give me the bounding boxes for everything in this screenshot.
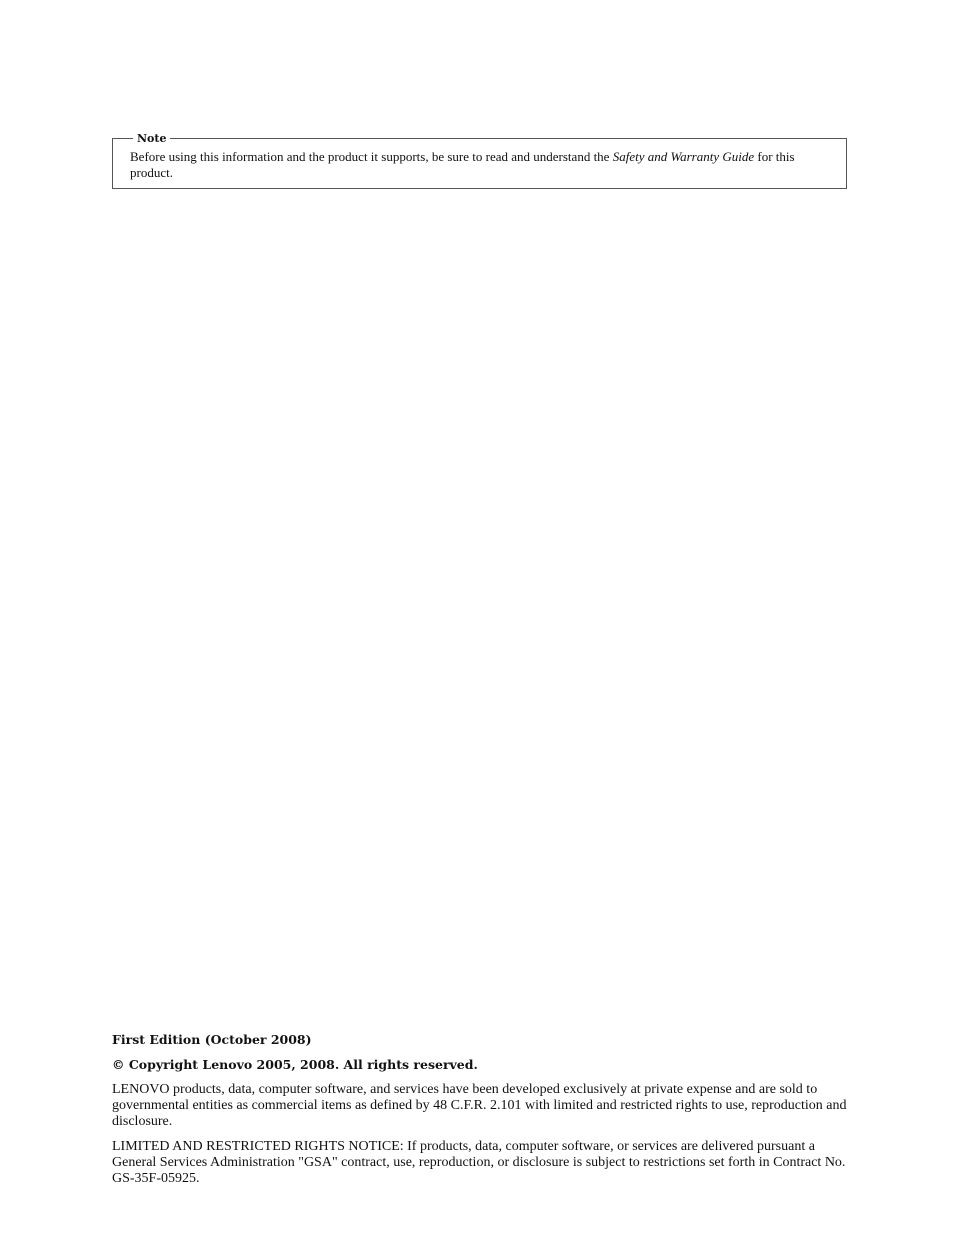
note-text [130,149,835,181]
edition-block [112,1032,852,1196]
first-edition: First Edition (October 2008) [112,1032,312,1047]
note-label: Note [133,132,170,145]
copyright-line: © Copyright Lenovo 2005, 2008. All rights reserved. [112,1057,478,1072]
rights-paragraph: LENOVO products, data, computer software, and services have been developed exclusively at private expense and are sold to governmental entities as commercial items as defined by 48 C.F.R. 2.101 with limited and restricted rights to use, reproduction and disclosure. [112,1082,847,1129]
note-box [112,132,847,189]
restricted-rights-notice: LIMITED AND RESTRICTED RIGHTS NOTICE: If products, data, computer software, or services are delivered pursuant a General Services Administration "GSA" contract, use, reproduction, or disclosure is subject to restrictions set forth in Contract No. GS-35F-05925. [112,1139,846,1186]
note-text-before: Before using this information and the product it supports, be sure to read and understand the [130,149,613,164]
guide-title: Safety and Warranty Guide [612,149,755,164]
note-text-after: for this product. [130,149,795,180]
